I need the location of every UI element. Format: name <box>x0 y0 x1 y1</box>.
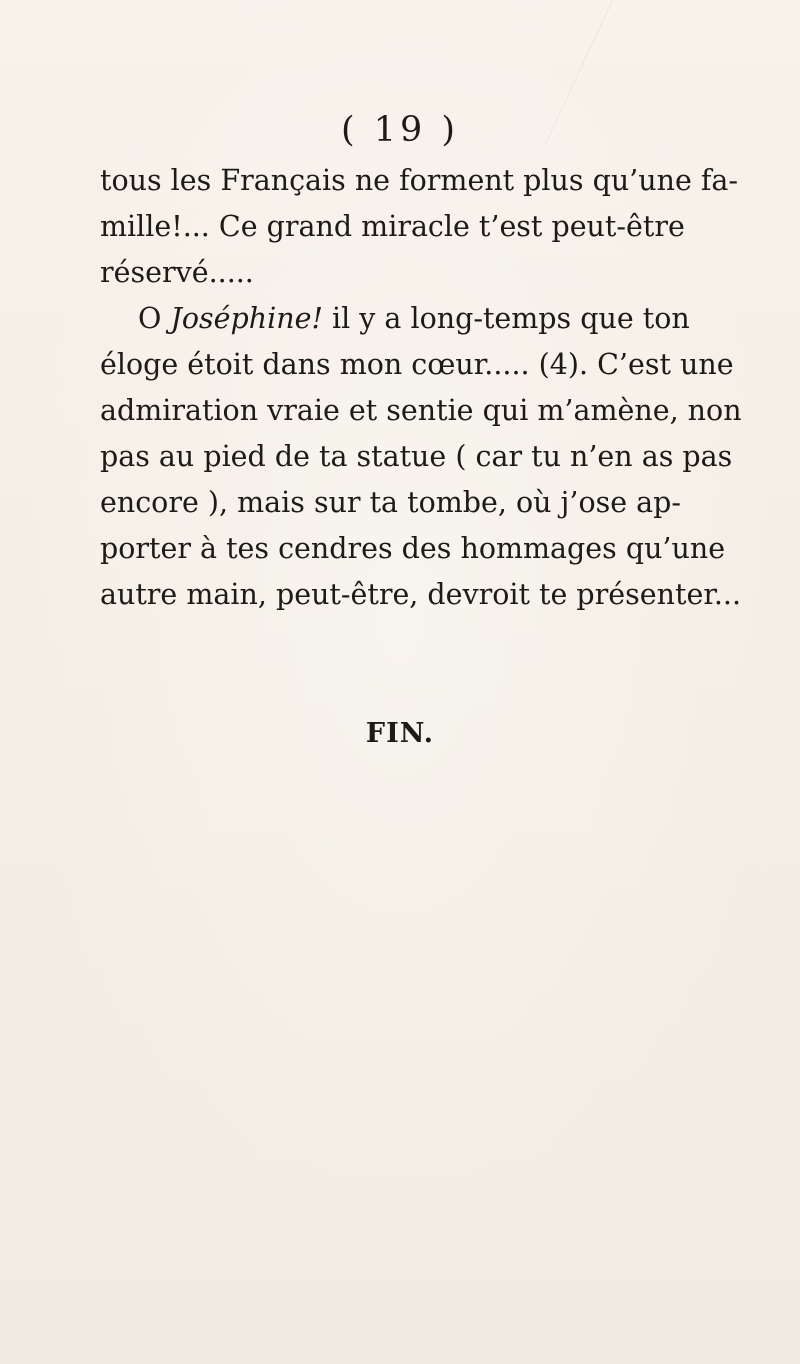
end-marker: FIN. <box>365 718 435 749</box>
text-line: pas au pied de ta statue ( car tu n’en as pas <box>100 440 733 473</box>
body-text <box>100 158 742 618</box>
text-line: réservé..... <box>100 256 254 289</box>
josephine-name: Joséphine! <box>170 302 323 335</box>
text-line: tous les Français ne forment plus qu’une fa- <box>100 164 739 197</box>
text-line: admiration vraie et sentie qui m’amène, non <box>100 394 742 427</box>
text-line: porter à tes cendres des hommages qu’une <box>100 532 726 565</box>
text-line: éloge étoit dans mon cœur..... (4). C’est une <box>100 348 734 381</box>
text-line: encore ), mais sur ta tombe, où j’ose ap- <box>100 486 682 519</box>
text-line <box>100 296 690 342</box>
text-line-rest: il y a long-temps que ton <box>322 302 690 335</box>
vocative-o: O <box>138 302 171 335</box>
text-line: autre main, peut-être, devroit te présenter... <box>100 578 741 611</box>
page-number: ( 19 ) <box>340 110 460 150</box>
text-line: mille!... Ce grand miracle t’est peut-être <box>100 210 685 243</box>
